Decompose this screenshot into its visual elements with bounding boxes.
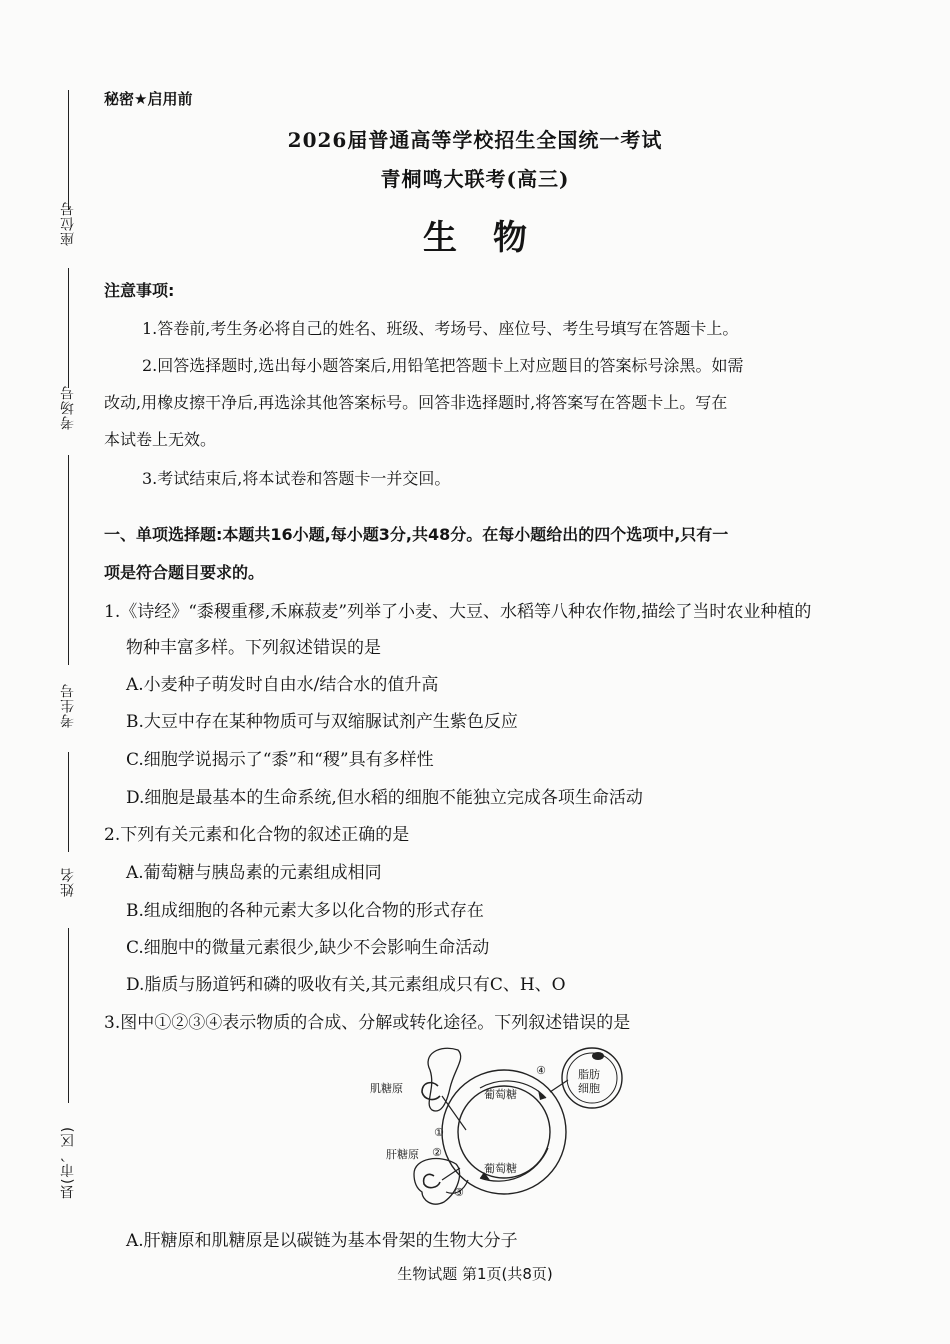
section-1-heading-line2: 项是符合题目要求的。 xyxy=(104,563,265,582)
liver-glycogen-arrow xyxy=(424,1174,440,1187)
glucose-top-label: 葡萄糖 xyxy=(484,1088,517,1101)
liver-glycogen-label: 肝糖原 xyxy=(386,1148,419,1161)
q3-option-a: A.肝糖原和肌糖原是以碳链为基本骨架的生物大分子 xyxy=(126,1231,518,1251)
q1-stem-line2: 物种丰富多样。下列叙述错误的是 xyxy=(126,638,381,658)
notice-item-1: 1.答卷前,考生务必将自己的姓名、班级、考场号、座位号、考生号填写在答题卡上。 xyxy=(142,319,739,338)
exam-title: 2026届普通高等学校招生全国统一考试 xyxy=(287,128,663,152)
q1-option-a: A.小麦种子萌发时自由水/结合水的值升高 xyxy=(126,675,439,695)
q1-stem-line1: 1.《诗经》“黍稷重穋,禾麻菽麦”列举了小麦、大豆、水稻等八种农作物,描绘了当时农业种植的 xyxy=(104,602,812,622)
glucose-bottom-label: 葡萄糖 xyxy=(484,1162,517,1175)
q1-option-d: D.细胞是最基本的生命系统,但水稻的细胞不能独立完成各项生命活动 xyxy=(126,788,643,808)
notice-item-2-line1: 2.回答选择题时,选出每小题答案后,用铅笔把答题卡上对应题目的答案标号涂黑。如需 xyxy=(142,356,744,375)
q2-option-d: D.脂质与肠道钙和磷的吸收有关,其元素组成只有C、H、O xyxy=(126,975,566,995)
seat-number-label: 座位号 xyxy=(60,201,76,247)
q2-option-a: A.葡萄糖与胰岛素的元素组成相同 xyxy=(126,863,382,883)
q2-option-b: B.组成细胞的各种元素大多以化合物的形式存在 xyxy=(126,901,484,921)
binding-line xyxy=(68,268,69,388)
fat-cell-label-line2: 细胞 xyxy=(578,1082,600,1095)
notice-item-2-line3: 本试卷上无效。 xyxy=(104,430,217,449)
county-label: 县(市、区) xyxy=(60,1126,76,1200)
q1-option-b: B.大豆中存在某种物质可与双缩脲试剂产生紫色反应 xyxy=(126,712,518,732)
liver-shape xyxy=(414,1159,460,1205)
muscle-glycogen-label: 肌糖原 xyxy=(370,1082,403,1095)
q2-option-c: C.细胞中的微量元素很少,缺少不会影响生命活动 xyxy=(126,938,490,958)
flow-arrowhead-top xyxy=(538,1090,546,1100)
glucose-metabolism-diagram xyxy=(370,1040,630,1212)
pathway-3-marker: ③ xyxy=(454,1186,464,1199)
fat-cell-label-line1: 脂肪 xyxy=(578,1068,600,1081)
q2-stem: 2.下列有关元素和化合物的叙述正确的是 xyxy=(104,825,410,845)
notice-title: 注意事项: xyxy=(104,281,175,300)
binding-line xyxy=(68,928,69,1103)
fat-cell-nucleus xyxy=(592,1052,604,1060)
q1-option-c: C.细胞学说揭示了“黍”和“稷”具有多样性 xyxy=(126,750,434,770)
muscle-shape xyxy=(428,1048,461,1111)
name-label: 姓名 xyxy=(60,867,76,897)
pathway-2-marker: ② xyxy=(432,1146,442,1159)
binding-line xyxy=(68,455,69,665)
pathway-1-marker: ① xyxy=(434,1126,444,1139)
binding-line xyxy=(68,752,69,852)
notice-item-2-line2: 改动,用橡皮擦干净后,再选涂其他答案标号。回答非选择题时,将答案写在答题卡上。写在 xyxy=(104,393,728,412)
notice-item-3: 3.考试结束后,将本试卷和答题卡一并交回。 xyxy=(142,469,451,488)
pathway-2-line xyxy=(442,1168,460,1180)
candidate-number-label: 考生号 xyxy=(60,683,76,729)
exam-subtitle: 青桐鸣大联考(高三) xyxy=(380,167,570,191)
section-1-heading-line1: 一、单项选择题:本题共16小题,每小题3分,共48分。在每小题给出的四个选项中,只有一 xyxy=(104,525,729,544)
secret-mark: 秘密★启用前 xyxy=(104,90,193,108)
exam-room-label: 考场号 xyxy=(60,385,76,431)
pathway-4-marker: ④ xyxy=(536,1064,546,1077)
page-footer: 生物试题 第1页(共8页) xyxy=(397,1265,553,1283)
subject-title: 生物 xyxy=(423,218,563,258)
q3-stem: 3.图中①②③④表示物质的合成、分解或转化途径。下列叙述错误的是 xyxy=(104,1013,631,1033)
